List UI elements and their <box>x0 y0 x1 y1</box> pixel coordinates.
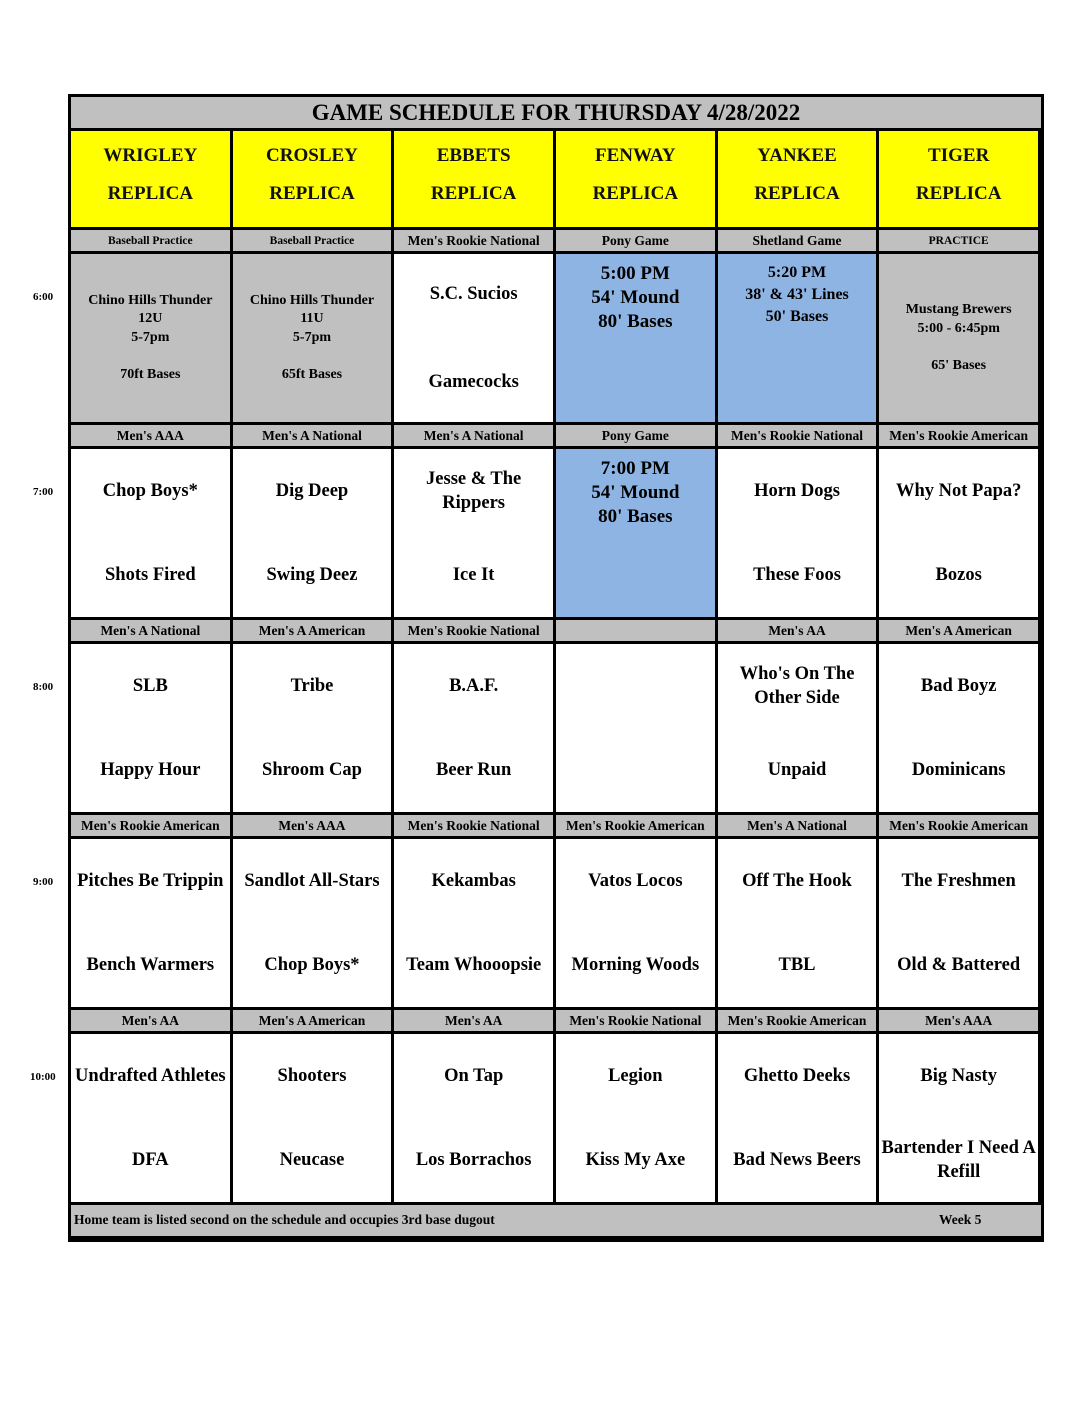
game-cell <box>718 1034 877 1202</box>
game-cell <box>233 839 392 1007</box>
game-cell <box>71 839 230 1007</box>
league-label: Men's A National <box>233 425 392 446</box>
game-cell <box>394 644 553 812</box>
home-team: Unpaid <box>767 760 827 780</box>
away-team: B.A.F. <box>449 676 499 696</box>
practice-cell <box>879 254 1038 422</box>
game-cell <box>718 644 877 812</box>
league-label: Men's AA <box>718 620 877 641</box>
schedule-footer <box>71 1205 1041 1236</box>
time-label: 9:00 <box>33 876 54 888</box>
pony-game-cell <box>556 254 715 422</box>
game-cell <box>556 1034 715 1202</box>
league-label: Baseball Practice <box>233 230 392 251</box>
pony-game-line: 80' Bases <box>598 311 673 332</box>
field-header <box>556 131 715 227</box>
home-team: Shroom Cap <box>262 760 362 780</box>
game-cell <box>71 449 230 617</box>
practice-details <box>906 301 1012 375</box>
time-label: 10:00 <box>30 1071 56 1083</box>
home-team: TBL <box>778 955 816 975</box>
game-cell <box>718 449 877 617</box>
away-team: Bad Boyz <box>920 676 997 696</box>
home-team: Chop Boys* <box>264 955 360 975</box>
away-team: Off The Hook <box>742 871 852 891</box>
home-team: These Foos <box>753 565 841 585</box>
practice-line: 65' Bases <box>931 357 987 373</box>
game-cell <box>394 839 553 1007</box>
field-subtitle: REPLICA <box>915 183 1002 204</box>
field-subtitle: REPLICA <box>269 183 355 204</box>
time-label: 7:00 <box>33 486 54 498</box>
league-label: Men's AAA <box>71 425 230 446</box>
league-label <box>556 620 715 641</box>
field-subtitle: REPLICA <box>754 183 840 204</box>
league-label: Men's A National <box>718 815 877 836</box>
away-team: Tribe <box>290 676 334 696</box>
game-cell <box>556 839 715 1007</box>
practice-line: Chino Hills Thunder <box>249 292 375 308</box>
pony-game-details <box>556 457 715 529</box>
time-label: 8:00 <box>33 681 54 693</box>
pony-game-line: 50' Bases <box>765 308 829 325</box>
league-label: Men's A National <box>71 620 230 641</box>
practice-line: 5:00 - 6:45pm <box>917 320 1000 336</box>
pony-game-line: 5:20 PM <box>767 264 827 281</box>
league-label: Men's Rookie American <box>879 425 1038 446</box>
pony-game-line: 38' & 43' Lines <box>745 286 849 303</box>
practice-line: 5-7pm <box>292 329 332 345</box>
pony-game-line: 80' Bases <box>598 506 673 527</box>
game-cell <box>879 449 1038 617</box>
field-subtitle: REPLICA <box>430 183 517 204</box>
week-label: Week 5 <box>939 1212 982 1227</box>
league-label: Shetland Game <box>718 230 877 251</box>
away-team: Horn Dogs <box>754 481 840 501</box>
league-label: Men's Rookie National <box>718 425 877 446</box>
pony-game-details <box>718 262 877 328</box>
league-label: Men's AA <box>394 1010 553 1031</box>
home-team <box>556 728 715 812</box>
home-team: Dominicans <box>911 760 1006 780</box>
game-cell <box>394 254 553 422</box>
time-label: 6:00 <box>33 291 54 303</box>
home-team: Los Borrachos <box>415 1150 532 1170</box>
practice-line <box>250 347 374 366</box>
game-cell <box>394 449 553 617</box>
away-team: Chop Boys* <box>102 481 198 501</box>
league-label: Men's Rookie National <box>394 230 553 251</box>
pony-game-line: 54' Mound <box>591 287 680 308</box>
game-cell <box>394 1034 553 1202</box>
pony-game-line: 5:00 PM <box>600 263 670 284</box>
schedule-title: GAME SCHEDULE FOR THURSDAY 4/28/2022 <box>71 97 1041 128</box>
home-team: Kiss My Axe <box>585 1150 686 1170</box>
home-team: Neucase <box>279 1150 345 1170</box>
field-name: WRIGLEY <box>103 145 198 166</box>
pony-game-cell <box>718 254 877 422</box>
game-cell <box>556 644 715 812</box>
footer-note: Home team is listed second on the schedule and occupies 3rd base dugout <box>74 1212 495 1227</box>
home-team: Old & Battered <box>897 955 1021 975</box>
practice-line: 11U <box>300 311 324 327</box>
field-header <box>879 131 1038 227</box>
away-team: Why Not Papa? <box>895 481 1022 501</box>
home-team: Gamecocks <box>428 372 519 392</box>
away-team <box>556 644 715 728</box>
game-cell <box>71 644 230 812</box>
league-label: Men's AAA <box>879 1010 1038 1031</box>
home-team: Team Whooopsie <box>406 955 542 975</box>
league-label: Men's A National <box>394 425 553 446</box>
practice-line <box>906 338 1012 357</box>
game-cell <box>879 839 1038 1007</box>
home-team: Bozos <box>935 565 982 585</box>
game-cell <box>233 449 392 617</box>
home-team: Swing Deez <box>266 565 358 585</box>
field-header <box>233 131 392 227</box>
field-subtitle: REPLICA <box>592 183 679 204</box>
away-team: Vatos Locos <box>588 871 683 891</box>
league-label: Men's A American <box>233 620 392 641</box>
game-cell <box>879 1034 1038 1202</box>
away-team: Who's On The Other Side <box>739 664 855 708</box>
away-team: The Freshmen <box>901 871 1016 891</box>
home-team: Bartender I Need A Refill <box>881 1138 1036 1182</box>
home-team: Morning Woods <box>571 955 700 975</box>
practice-line: 12U <box>138 311 163 327</box>
schedule-table <box>68 94 1044 1242</box>
game-cell <box>718 839 877 1007</box>
away-team: Kekambas <box>431 871 516 891</box>
away-team: Big Nasty <box>920 1066 997 1086</box>
field-subtitle: REPLICA <box>107 183 194 204</box>
practice-line: 65ft Bases <box>281 366 343 382</box>
field-name: TIGER <box>928 145 990 166</box>
away-team: Undrafted Athletes <box>75 1066 226 1086</box>
practice-details <box>250 292 374 385</box>
pony-game-line: 7:00 PM <box>600 458 670 479</box>
away-team: On Tap <box>444 1066 504 1086</box>
league-label: Men's Rookie American <box>718 1010 877 1031</box>
away-team: Pitches Be Trippin <box>77 871 224 891</box>
league-label: Men's Rookie American <box>71 815 230 836</box>
field-header <box>718 131 877 227</box>
practice-line: Chino Hills Thunder <box>88 292 213 308</box>
away-team: Legion <box>608 1066 663 1086</box>
game-cell <box>71 1034 230 1202</box>
league-label: Pony Game <box>556 230 715 251</box>
practice-line: 5-7pm <box>131 329 170 345</box>
game-cell <box>879 644 1038 812</box>
away-team: SLB <box>132 676 168 696</box>
practice-cell <box>71 254 230 422</box>
league-label: Men's A American <box>233 1010 392 1031</box>
home-team: Beer Run <box>436 760 512 780</box>
field-header <box>394 131 553 227</box>
pony-game-details <box>556 262 715 334</box>
practice-cell <box>233 254 392 422</box>
home-team: Happy Hour <box>100 760 201 780</box>
away-team: Shooters <box>277 1066 347 1086</box>
game-cell <box>233 644 392 812</box>
home-team: DFA <box>132 1150 169 1170</box>
field-name: EBBETS <box>436 145 511 166</box>
league-label: Men's A American <box>879 620 1038 641</box>
practice-line: 70ft Bases <box>120 366 181 382</box>
home-team: Ice It <box>452 565 495 585</box>
practice-details <box>88 292 212 385</box>
practice-line: Mustang Brewers <box>905 302 1012 317</box>
practice-line <box>88 347 212 366</box>
home-team: Bench Warmers <box>86 955 215 975</box>
pony-game-line: 54' Mound <box>591 482 680 503</box>
league-label: Men's Rookie National <box>556 1010 715 1031</box>
league-label: PRACTICE <box>879 230 1038 251</box>
away-team: Dig Deep <box>275 481 349 501</box>
league-label: Men's Rookie American <box>879 815 1038 836</box>
league-label: Men's Rookie American <box>556 815 715 836</box>
league-label: Men's Rookie National <box>394 620 553 641</box>
away-team: Ghetto Deeks <box>743 1066 851 1086</box>
league-label: Men's AA <box>71 1010 230 1031</box>
away-team: S.C. Sucios <box>429 284 518 304</box>
game-cell <box>233 1034 392 1202</box>
field-header <box>71 131 230 227</box>
field-name: CROSLEY <box>266 145 358 166</box>
home-team: Bad News Beers <box>733 1150 861 1170</box>
league-label: Men's Rookie National <box>394 815 553 836</box>
league-label: Baseball Practice <box>71 230 230 251</box>
away-team: Jesse & The Rippers <box>426 469 522 513</box>
field-name: YANKEE <box>757 145 837 166</box>
pony-game-cell <box>556 449 715 617</box>
league-label: Pony Game <box>556 425 715 446</box>
away-team: Sandlot All-Stars <box>244 871 380 891</box>
home-team: Shots Fired <box>105 565 196 585</box>
field-name: FENWAY <box>595 145 676 166</box>
league-label: Men's AAA <box>233 815 392 836</box>
